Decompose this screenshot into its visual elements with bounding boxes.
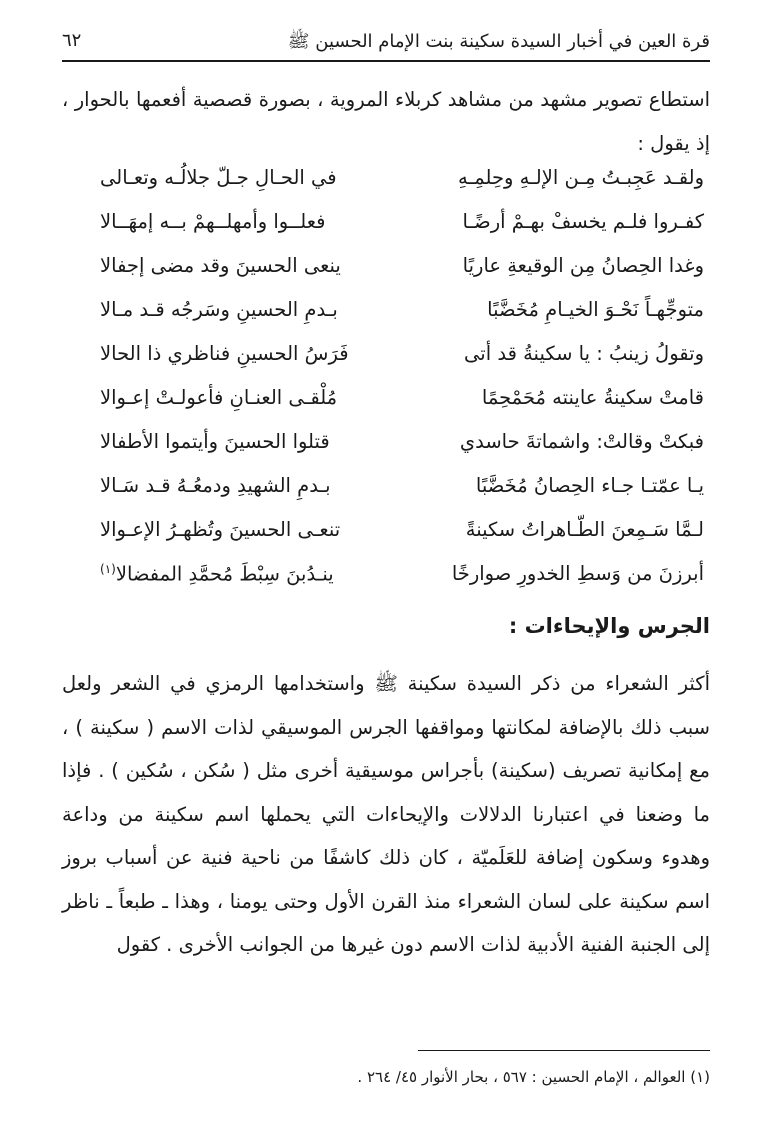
verse-second-hemistich: تنعـى الحسينَ وتُظهـرُ الإعـوالا	[100, 518, 341, 541]
verse-first-hemistich: لـمَّا سَـمِعنَ الطّـاهراتُ سكينةً	[465, 518, 704, 541]
verse-second-hemistich: فَرَسُ الحسينِ فناظري ذا الحالا	[100, 342, 349, 365]
page-number: ٦٢	[62, 30, 82, 51]
verse-second-hemistich: ينعى الحسينَ وقد مضى إجفالا	[100, 254, 341, 277]
verse-first-hemistich: كفـروا فلـم يخسفْ بهـمْ أرضًـا	[462, 210, 704, 233]
verse-first-hemistich: أبرزنَ من وَسطِ الخدورِ صوارخًا	[451, 562, 704, 585]
verse-line	[90, 166, 710, 206]
verse-first-hemistich: وتقولُ زينبُ : يا سكينةُ قد أتى	[464, 342, 704, 365]
intro-paragraph: استطاع تصوير مشهد من مشاهد كربلاء المروية ، بصورة قصصية أفعمها بالحوار ، إذ يقول :	[62, 88, 710, 155]
header-title: قرة العين في أخبار السيدة سكينة بنت الإمام الحسين ﷺ	[287, 31, 710, 52]
verse-first-hemistich: متوجِّهـاً نَحْـوَ الخيـامِ مُخَضَّبًا	[487, 298, 704, 321]
body-paragraph: أكثر الشعراء من ذكر السيدة سكينة ﷺ واستخدامها الرمزي في الشعر ولعل سبب ذلك بالإضافة لمكانتها ومواقفها الجرس الموسيقي لذات الاسم ( سكينة ) ، مع إمكانية تصريف (سكينة) بأجراس موسيقية أخرى مثل ( سُكن ، سُكين ) . فإذا ما وضعنا في اعتبارنا الدلالات والإيحاءات التي يحملها اسم سكينة من وداعة وهدوء وسكون إضافة للعَلَميّة ، كان ذلك كاشفًا من ناحية فنية عن أسباب بروز اسم سكينة على لسان الشعراء منذ القرن الأول وحتى يومنا ، وهذا ـ طبعاً ـ ناظر إلى الجنبة الفنية الأدبية لذات الاسم دون غيرها من الجوانب الأخرى . كقول	[62, 672, 710, 956]
section-heading: الجرس والإيحاءات :	[508, 614, 710, 638]
footnote-marker[interactable]: (١)	[100, 562, 116, 576]
verse-line	[90, 342, 710, 382]
verse-line	[90, 518, 710, 558]
verse-line	[90, 210, 710, 250]
verse-second-hemistich: في الحـالِ جـلّ جلالُـه وتعـالى	[100, 166, 337, 189]
verse-second-hemistich: بـدمِ الحسينِ وسَرجُه قـد مـالا	[100, 298, 338, 321]
verse-line	[90, 562, 710, 602]
verse-line	[90, 430, 710, 470]
verse-second-hemistich: مُلْقـى العنـانِ فأعولـتْ إعـوالا	[100, 386, 338, 409]
footnote: (١) العوالم ، الإمام الحسين : ٥٦٧ ، بحار الأنوار ٤٥/ ٢٦٤ .	[357, 1068, 710, 1086]
verse-first-hemistich: وغدا الحِصانُ مِن الوقيعةِ عاريًا	[462, 254, 704, 277]
verse-first-hemistich: يـا عمّتـا جـاء الحِصانُ مُخَضَّبًا	[475, 474, 704, 497]
verse-first-hemistich: ولقـد عَجِبـتُ مِـن الإلـهِ وحِلمِـهِ	[458, 166, 704, 189]
verse-second-hemistich: ينـدُبنَ سِبْطَ مُحمَّدِ المفضالا	[115, 562, 334, 586]
verse-second-hemistich-with-note	[100, 562, 334, 586]
verse-line	[90, 298, 710, 338]
verse-second-hemistich: فعلــوا وأمهلــهمْ بــه إمهَــالا	[100, 210, 326, 233]
footnote-divider	[418, 1050, 710, 1051]
verse-second-hemistich: بـدمِ الشهيدِ ودمعُـهُ قـد سَـالا	[100, 474, 331, 497]
running-header	[62, 26, 710, 62]
verse-first-hemistich: قامتْ سكينةُ عاينته مُحَمْحِمًا	[481, 386, 704, 409]
verse-second-hemistich: قتلوا الحسينَ وأيتموا الأطفالا	[100, 430, 330, 453]
verse-line	[90, 474, 710, 514]
verse-line	[90, 254, 710, 294]
verse-line	[90, 386, 710, 426]
verse-first-hemistich: فبكتْ وقالتْ: واشماتةَ حاسدي	[459, 430, 704, 453]
